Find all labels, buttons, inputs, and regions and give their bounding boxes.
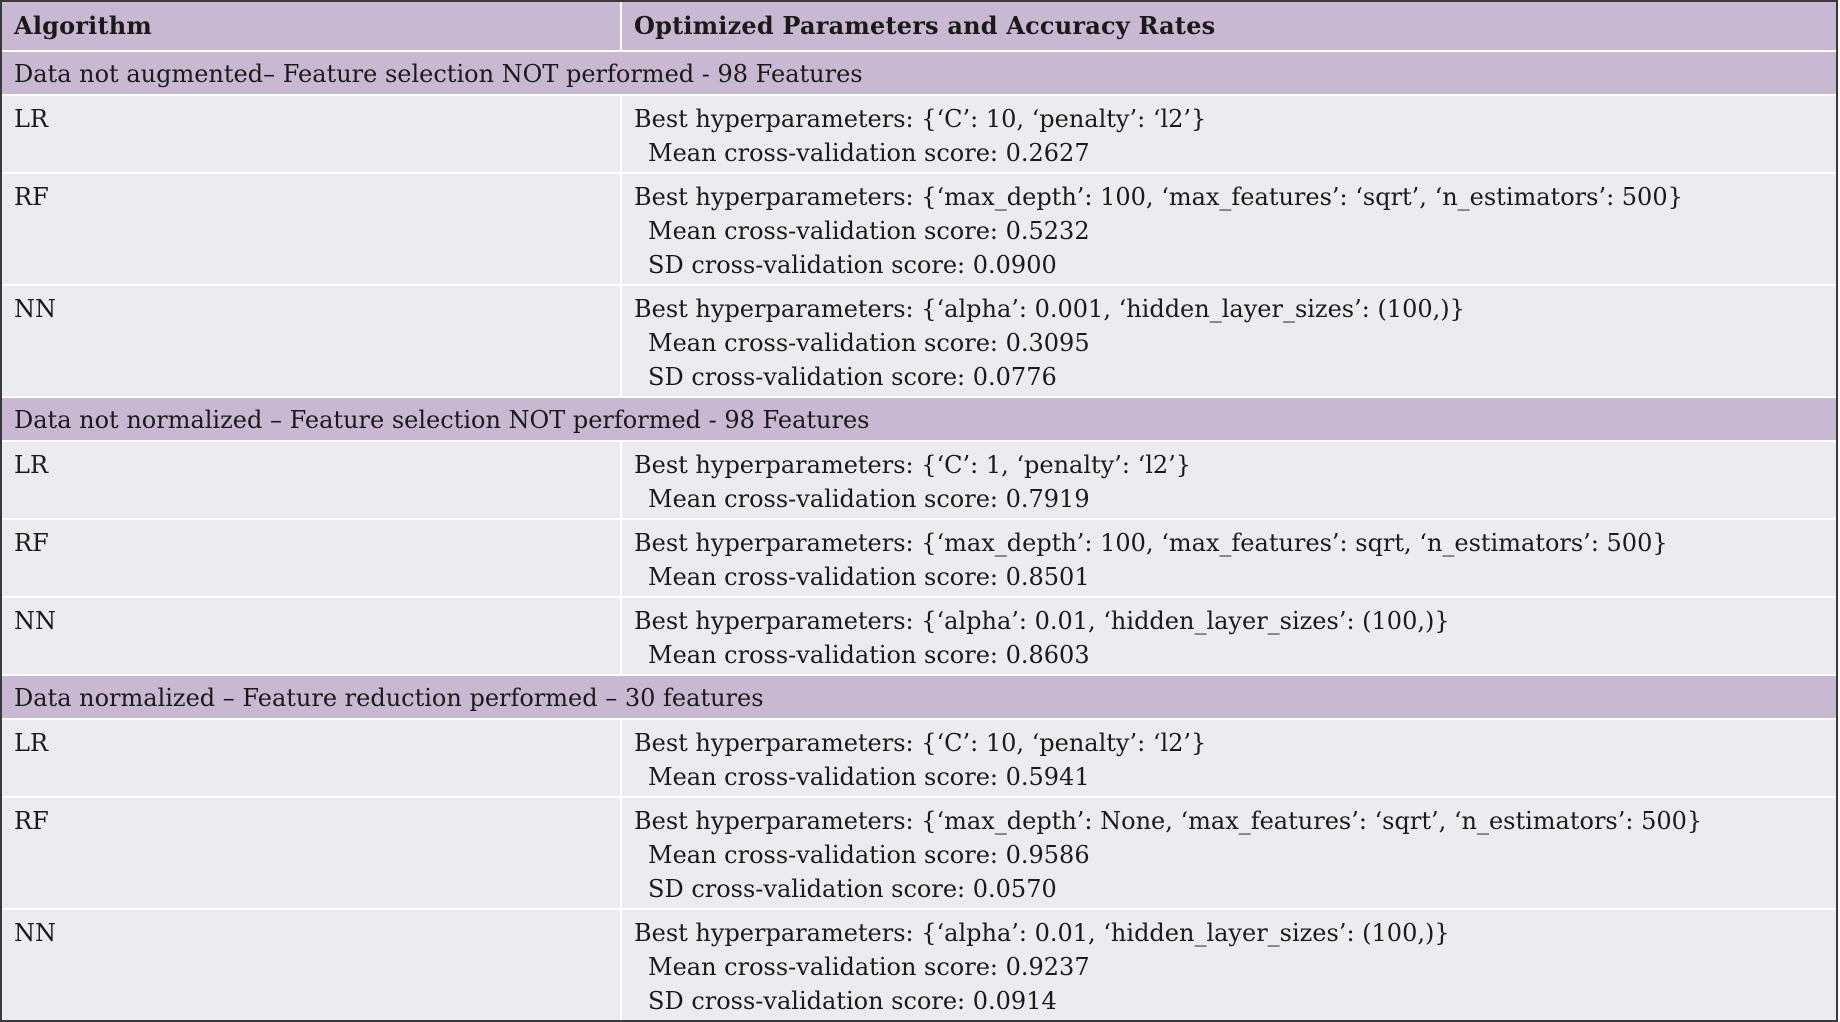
parameters-cell — [622, 96, 1836, 172]
algorithm-cell: RF — [2, 520, 622, 596]
best-hyperparameters: Best hyperparameters: {‘alpha’: 0.01, ‘hidden_layer_sizes’: (100,)} — [634, 607, 1450, 635]
mean-score: Mean cross-validation score: 0.5941 — [648, 763, 1090, 791]
sd-score: SD cross-validation score: 0.0776 — [648, 363, 1057, 391]
algorithm-cell: LR — [2, 442, 622, 518]
best-hyperparameters: Best hyperparameters: {‘alpha’: 0.01, ‘hidden_layer_sizes’: (100,)} — [634, 919, 1450, 947]
mean-score: Mean cross-validation score: 0.3095 — [648, 329, 1090, 357]
table-row — [2, 518, 1836, 596]
parameters-cell — [622, 442, 1836, 518]
table-row — [2, 718, 1836, 796]
mean-score: Mean cross-validation score: 0.8603 — [648, 641, 1090, 669]
section-label: Data not augmented– Feature selection NOT performed - 98 Features — [14, 60, 863, 88]
best-hyperparameters: Best hyperparameters: {‘C’: 1, ‘penalty’: ‘l2’} — [634, 451, 1192, 479]
table-row — [2, 94, 1836, 172]
sd-score: SD cross-validation score: 0.0900 — [648, 251, 1057, 279]
table-row — [2, 284, 1836, 396]
mean-score: Mean cross-validation score: 0.2627 — [648, 139, 1090, 167]
section-label: Data not normalized – Feature selection NOT performed - 98 Features — [14, 406, 870, 434]
mean-score: Mean cross-validation score: 0.8501 — [648, 563, 1090, 591]
algorithm-cell: RF — [2, 174, 622, 284]
table-row — [2, 796, 1836, 908]
section-label: Data normalized – Feature reduction performed – 30 features — [14, 684, 764, 712]
parameters-cell — [622, 798, 1836, 908]
algorithm-cell: NN — [2, 910, 622, 1020]
parameters-cell — [622, 720, 1836, 796]
header-parameters: Optimized Parameters and Accuracy Rates — [634, 11, 1216, 40]
best-hyperparameters: Best hyperparameters: {‘alpha’: 0.001, ‘hidden_layer_sizes’: (100,)} — [634, 295, 1465, 323]
parameters-cell — [622, 520, 1836, 596]
mean-score: Mean cross-validation score: 0.9586 — [648, 841, 1090, 869]
section-heading — [2, 674, 1836, 718]
parameters-cell — [622, 174, 1836, 284]
parameters-cell — [622, 598, 1836, 674]
best-hyperparameters: Best hyperparameters: {‘max_depth’: 100, ‘max_features’: sqrt, ‘n_estimators’: 500} — [634, 529, 1668, 557]
best-hyperparameters: Best hyperparameters: {‘max_depth’: 100, ‘max_features’: ‘sqrt’, ‘n_estimators’: 500} — [634, 183, 1683, 211]
table-row — [2, 596, 1836, 674]
algorithm-cell: LR — [2, 720, 622, 796]
algorithm-cell: NN — [2, 286, 622, 396]
table-row — [2, 908, 1836, 1020]
header-algorithm: Algorithm — [2, 2, 622, 50]
best-hyperparameters: Best hyperparameters: {‘C’: 10, ‘penalty’: ‘l2’} — [634, 105, 1207, 133]
section-heading — [2, 396, 1836, 440]
best-hyperparameters: Best hyperparameters: {‘max_depth’: None, ‘max_features’: ‘sqrt’, ‘n_estimators’: 500} — [634, 807, 1703, 835]
section-heading — [2, 50, 1836, 94]
algorithm-cell: RF — [2, 798, 622, 908]
table-row — [2, 172, 1836, 284]
algorithm-cell: LR — [2, 96, 622, 172]
mean-score: Mean cross-validation score: 0.7919 — [648, 485, 1090, 513]
mean-score: Mean cross-validation score: 0.5232 — [648, 217, 1090, 245]
sd-score: SD cross-validation score: 0.0570 — [648, 875, 1057, 903]
best-hyperparameters: Best hyperparameters: {‘C’: 10, ‘penalty’: ‘l2’} — [634, 729, 1207, 757]
table-header-row — [2, 2, 1836, 50]
parameters-cell — [622, 910, 1836, 1020]
mean-score: Mean cross-validation score: 0.9237 — [648, 953, 1090, 981]
table-row — [2, 440, 1836, 518]
sd-score: SD cross-validation score: 0.0914 — [648, 987, 1057, 1015]
algorithm-cell: NN — [2, 598, 622, 674]
parameters-cell — [622, 286, 1836, 396]
